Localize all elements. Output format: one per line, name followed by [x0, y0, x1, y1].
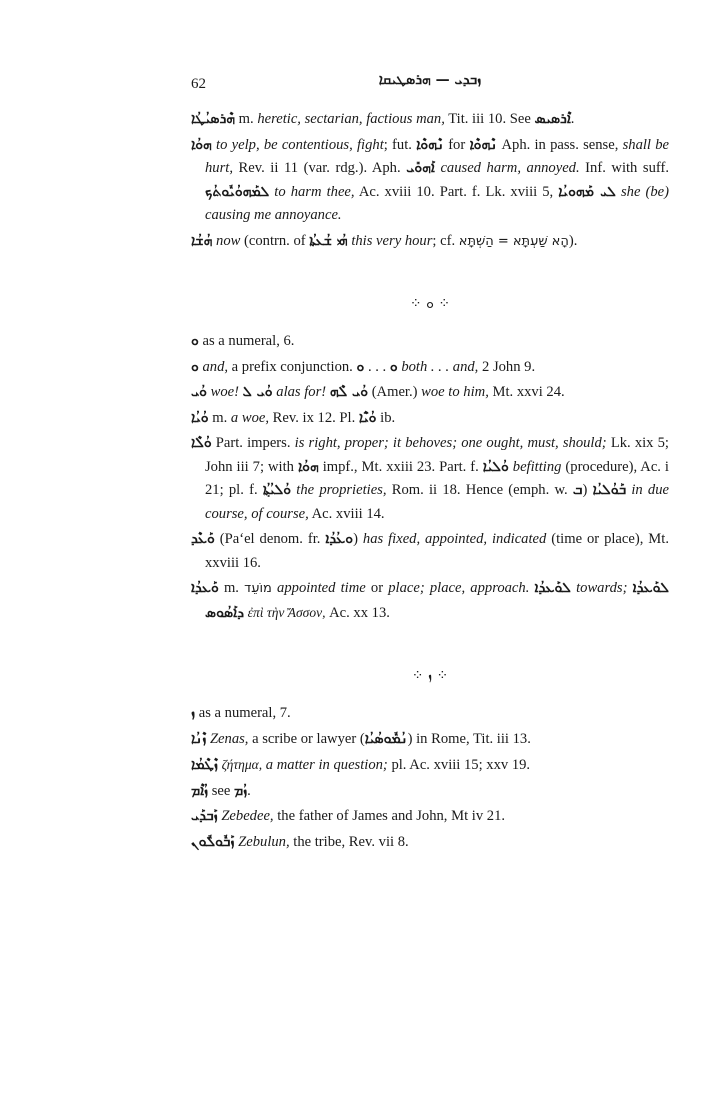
entry-text: Inf. with suff.: [579, 160, 669, 176]
gloss-text: to harm thee,: [274, 183, 355, 200]
gloss-text: woe to him,: [421, 384, 489, 400]
syriac-headword: ܗܘܳܐ: [297, 458, 319, 475]
entry-text: Mt. xxvi 24.: [488, 384, 565, 400]
syriac-headword: ܘ: [356, 358, 365, 375]
syriac-headword: ܘܳܠܶܐ: [191, 435, 212, 451]
hebrew-text: הָא שַׁעְתָּא = הַשְׁתָּא: [458, 233, 569, 249]
syriac-headword: ܐܶܪܣܝܣ: [534, 111, 571, 127]
dictionary-entry: [191, 528, 669, 575]
gloss-text: now: [216, 232, 241, 249]
entry-text: or: [365, 580, 389, 596]
syriac-headword: ܘܳܝ ܠ: [242, 384, 273, 400]
gloss-text: woe!: [210, 384, 240, 400]
gloss-text: heretic, sectarian, factious man,: [257, 111, 445, 127]
syriac-headword: ܙܶܛܶܡܳܐ: [191, 757, 218, 773]
syriac-headword: ܗܳܫܳܐ: [191, 232, 213, 249]
syriac-headword: ܗܘܳܐ: [191, 136, 212, 153]
syriac-headword: ܙܰܒܕܰܝ: [191, 808, 218, 824]
syriac-headword: ܙܳܡ: [234, 782, 248, 799]
entry-text: as a numeral, 7.: [195, 705, 291, 721]
greek-text: ζήτημα,: [221, 757, 263, 772]
entry-text: Ac. xviii 10. Part. f. Lk. xviii 5,: [354, 183, 559, 200]
entry-text: a prefix conjunction.: [228, 358, 357, 375]
entry-text: (contrn. of: [240, 232, 310, 249]
page-header: [191, 72, 669, 102]
syriac-headword: ܗܶܪܣܝܳܛܳܐ: [191, 111, 236, 127]
zain-entries: [191, 702, 669, 854]
syriac-headword: ܘ: [191, 358, 199, 375]
syriac-headword: ܘܰܥܶܕ: [191, 531, 215, 547]
waw-entries: [191, 330, 669, 625]
entry-text: ): [582, 482, 593, 498]
entry-text: ) in Rome, Tit. iii 13.: [407, 730, 531, 747]
syriac-headword: ܘܳܝܳܐ: [191, 409, 209, 426]
gloss-text: in due course, of course,: [205, 482, 670, 522]
dictionary-entry: [191, 356, 669, 380]
syriac-headword: ܠܘܰܥܕܳܐ ܕܐܰܣܳܘܣ: [205, 580, 670, 621]
dictionary-entry: [191, 702, 669, 726]
page-number: 62: [191, 76, 206, 92]
entry-text: Rom. ii 18. Hence (emph. w.: [386, 482, 573, 498]
dictionary-entry: [191, 780, 669, 804]
entry-text: Part. impers.: [211, 435, 295, 451]
syriac-headword: ܐܰܗܘܺܝ: [406, 160, 435, 176]
dictionary-entry: [191, 432, 669, 526]
gloss-text: a woe,: [230, 409, 270, 426]
entry-text: (time or place), Mt. xxviii 16.: [205, 531, 669, 571]
syriac-headword: ܘ: [191, 333, 199, 349]
entry-text: Rev. ix 12. Pl.: [269, 409, 359, 426]
syriac-headword: ܠܝ ܡܰܗܘܝܳܐ: [558, 183, 616, 200]
dictionary-entry: [191, 831, 669, 855]
syriac-headword: ܙܶܢܳܐ: [191, 730, 207, 747]
gloss-text: a matter in question;: [265, 757, 388, 773]
entry-text: (Pa‘el denom. fr.: [214, 531, 326, 547]
gloss-text: Zebulun,: [238, 833, 290, 850]
syriac-headword: ܘ: [389, 358, 398, 375]
syriac-headword: ܘܰܥܕܳܐ: [191, 580, 219, 596]
he-section-entries: [191, 108, 669, 255]
gloss-text: Zenas,: [209, 730, 249, 747]
gloss-text: shall be hurt,: [205, 136, 670, 176]
entry-text: ib.: [376, 409, 396, 426]
section-divider: ⁘ ܙ ⁘: [411, 668, 449, 684]
gloss-text: to yelp, be contentious, fight: [216, 136, 384, 153]
gloss-text: befitting: [512, 458, 562, 475]
entry-text: for: [443, 136, 470, 153]
dictionary-entry: [191, 381, 669, 405]
entry-text: as a numeral, 6.: [198, 333, 295, 349]
entry-text: Rev. ii 11 (var. rdg.). Aph.: [232, 160, 407, 176]
hebrew-text: מוֹעֵד: [244, 581, 272, 596]
entry-text: ; cf.: [432, 232, 459, 249]
gloss-text: has fixed, appointed, indicated: [362, 531, 547, 547]
entry-text: Aph. in pass. sense,: [497, 136, 623, 153]
gloss-text: and,: [202, 358, 229, 375]
entry-text: Tit. iii 10. See: [444, 111, 535, 127]
dictionary-entry: [191, 728, 669, 752]
gloss-text: the proprieties,: [296, 482, 387, 498]
gloss-text: alas for!: [276, 384, 327, 400]
running-head: ܙܒܕܝ — ܗܪܣܛܝܩܐ: [378, 72, 482, 88]
syriac-headword: ܙܳܐܶܡ: [191, 782, 209, 799]
entry-text: . . .: [364, 358, 390, 375]
syriac-headword: ܘܥܳܕܳܐ: [325, 531, 354, 547]
syriac-headword: ܢܳܡܽܘܣܳܝܳܐ: [364, 730, 408, 747]
syriac-headword: ܙܰܒܽܘܠܽܘܢ: [191, 833, 235, 850]
gloss-text: appointed time: [277, 580, 366, 596]
dictionary-entry: [191, 134, 669, 228]
syriac-headword: ܒܰܘܳܠܝܳܐ: [592, 482, 627, 498]
gloss-text: caused harm, annoyed.: [440, 160, 580, 176]
entry-text: (Amer.): [368, 384, 422, 400]
entry-text: ; fut.: [383, 136, 417, 153]
gloss-text: is right, proper; it behoves; one ought, must, should;: [294, 435, 607, 451]
entry-text: 2 John 9.: [478, 358, 536, 375]
dictionary-entry: [191, 407, 669, 431]
entry-text: m.: [235, 111, 258, 127]
entry-text: a scribe or lawyer (: [248, 730, 365, 747]
entry-text: (procedure), Ac. i 21; pl. f.: [205, 458, 669, 498]
syriac-headword: ܗܳܝ ܫܳܥܬܳܐ: [309, 232, 348, 249]
syriac-headword: ܘܳܝ ܠܶܗ: [329, 384, 369, 400]
entry-text: m.: [218, 580, 245, 596]
zain-section: [191, 664, 669, 856]
entry-text: ).: [568, 232, 578, 249]
syriac-headword: ܘܳܠܝܳܬ݂ܳܐ: [262, 482, 292, 498]
dictionary-entry: [191, 753, 669, 778]
waw-section: [191, 292, 669, 627]
entry-text: pl. Ac. xviii 15; xxv 19.: [387, 757, 531, 773]
dictionary-entry: [191, 805, 669, 829]
entry-text: Ac. xviii 14.: [308, 505, 385, 522]
dictionary-entry: [191, 108, 669, 132]
syriac-headword: ܢܶܗܘܶܐ: [416, 136, 444, 153]
entry-text: Lk. xix 5; John iii 7; with: [205, 435, 669, 475]
section-divider: ⁘ ܘ ⁘: [409, 296, 451, 312]
gloss-text: both . . . and,: [401, 358, 479, 375]
greek-text: ἐπὶ τὴν Ἄσσον,: [247, 604, 326, 620]
gloss-text: this very hour: [351, 232, 433, 249]
entry-text: the father of James and John, Mt iv 21.: [273, 808, 506, 824]
dictionary-entry: [191, 230, 669, 254]
entry-text: m.: [208, 409, 231, 426]
gloss-text: she (be) causing me annoyance.: [205, 183, 669, 223]
entry-text: .: [570, 111, 575, 127]
gloss-text: place; place, approach.: [388, 580, 530, 596]
dictionary-entry: [191, 330, 669, 354]
dictionary-entry: [191, 577, 669, 625]
syriac-headword: ܘܳܝ̈ܶܐ: [358, 409, 377, 426]
gloss-text: Zebedee,: [221, 808, 274, 824]
syriac-headword: ܠܡܰܗܘܳܝܽܘܬܳܟ: [205, 183, 270, 200]
syriac-headword: ܠܘܰܥܕܳܐ: [534, 580, 571, 596]
entry-text: see: [208, 782, 235, 799]
entry-text: .: [247, 782, 251, 799]
entry-text: ): [353, 531, 363, 547]
entry-text: impf., Mt. xxiii 23. Part. f.: [318, 458, 483, 475]
syriac-headword: ܒ: [572, 482, 583, 498]
gloss-text: towards;: [576, 580, 628, 596]
entry-text: the tribe, Rev. vii 8.: [289, 833, 409, 850]
syriac-headword: ܘܳܝ: [191, 384, 207, 400]
syriac-headword: ܘܳܠܝܳܐ: [482, 458, 509, 475]
syriac-headword: ܢܶܗܘܶܐ: [469, 136, 498, 153]
entry-text: Ac. xx 13.: [325, 604, 390, 621]
syriac-headword: ܙ: [191, 705, 196, 721]
